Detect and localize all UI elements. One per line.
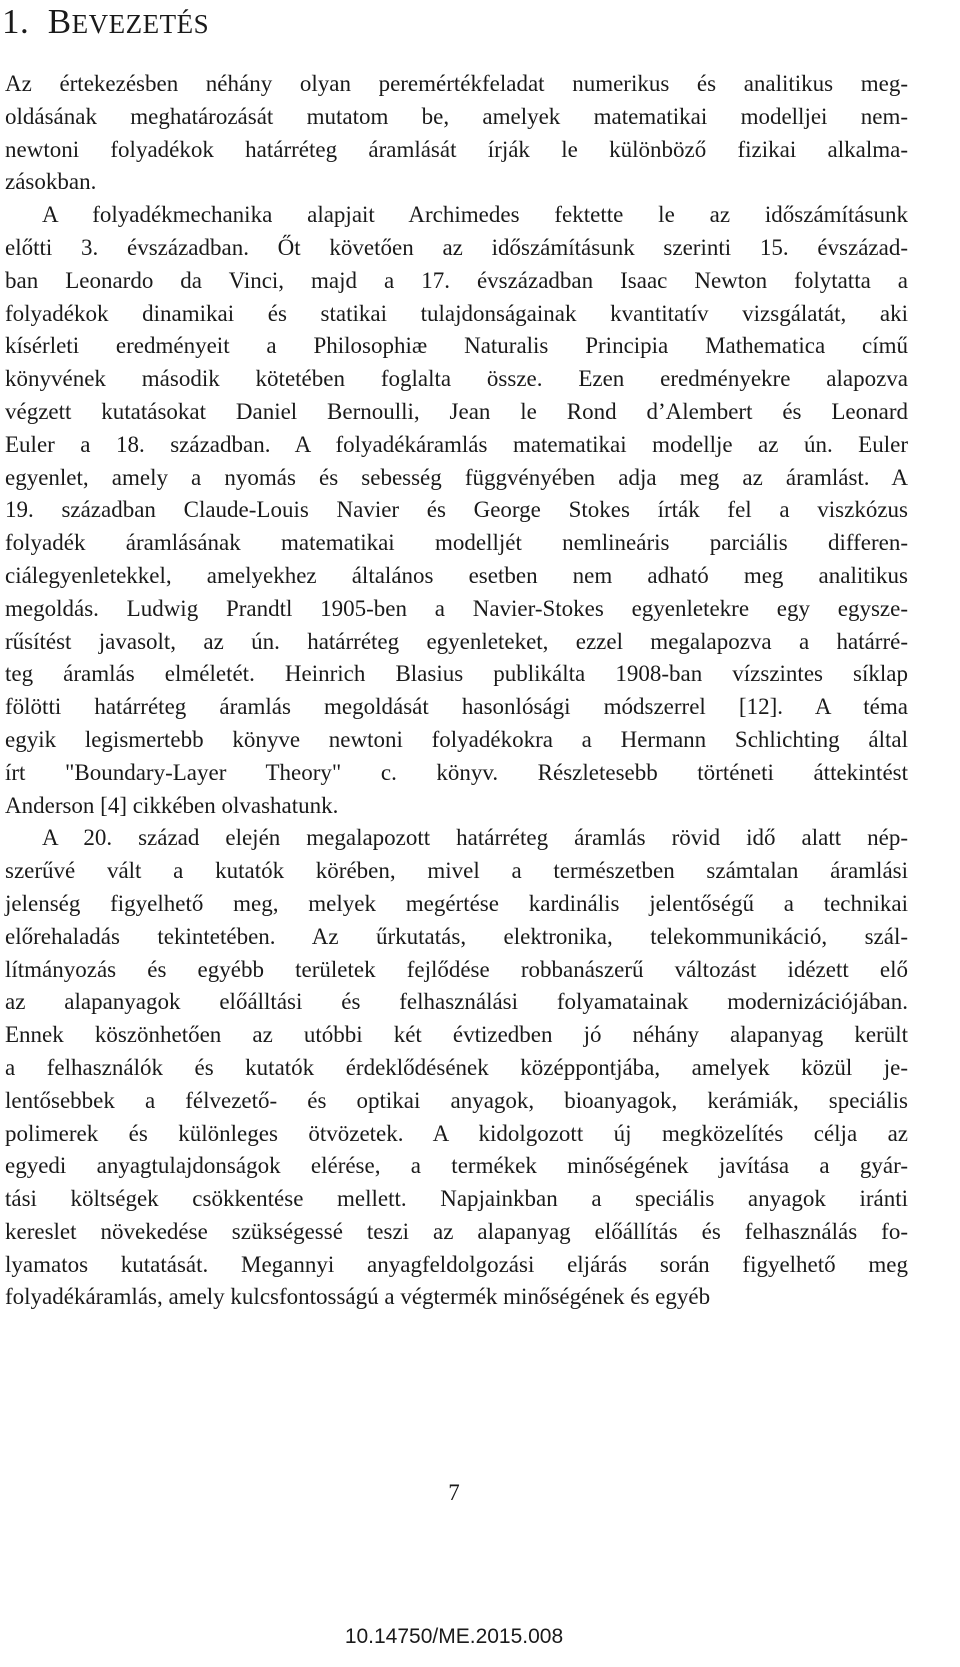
text-line: Az értekezésben néhány olyan peremértékfeladat numerikus és analitikus meg-: [5, 71, 908, 96]
text-line: zásokban.: [5, 169, 97, 195]
text-line: A folyadékmechanika alapjait Archimedes fektette le az időszámításunk: [42, 202, 908, 228]
text-line: 19. században Claude-Louis Navier és George Stokes írták fel a viszkózus: [5, 497, 908, 523]
text-line: fölötti határréteg áramlás megoldását hasonlósági módszerrel [12]. A téma: [5, 694, 908, 720]
text-line: az alapanyagok előálltási és felhasználási folyamatainak modernizációjában.: [5, 989, 908, 1015]
text-line: rűsítést javasolt, az ún. határréteg egyenleteket, ezzel megalapozva a határré-: [5, 628, 908, 654]
text-line: folyadék áramlásának matematikai modelljét nemlineáris parciális differen-: [5, 530, 908, 556]
doi-footer: 10.14750/ME.2015.008: [344, 1625, 564, 1648]
text-line: ban Leonardo da Vinci, majd a 17. évszázadban Isaac Newton folytatta a: [5, 267, 908, 293]
text-line: egyedi anyagtulajdonságok elérése, a termékek minőségének javítása a gyár-: [5, 1153, 908, 1179]
text-line: newtoni folyadékok határréteg áramlását írják le különböző fizikai alkalma-: [5, 136, 908, 162]
text-line: előtti 3. évszázadban. Őt követően az időszámításunk szerinti 15. évszázad-: [5, 234, 908, 260]
text-line: a felhasználók és kutatók érdeklődésének középpontjába, amelyek közül je-: [5, 1054, 908, 1080]
section-title-initial: B: [47, 2, 72, 41]
section-heading: [2, 0, 209, 46]
text-line: megoldás. Ludwig Prandtl 1905-ben a Navier-Stokes egyenletekre egy egysze-: [5, 595, 908, 621]
text-line: Anderson [4] cikkében olvashatunk.: [5, 792, 339, 818]
section-title-rest: EVEZETÉS: [71, 9, 210, 39]
text-line: Ennek köszönhetően az utóbbi két évtizedben jó néhány alapanyag került: [5, 1022, 908, 1048]
body-text: [5, 68, 908, 1314]
text-line: kereslet növekedése szükségessé teszi az alapanyag előállítás és felhasználás fo-: [5, 1218, 908, 1244]
text-line: lítmányozás és egyébb területek fejlődése robbanászerű változást idézett elő: [5, 956, 908, 982]
page-number: 7: [448, 1480, 460, 1505]
paragraph: [5, 68, 908, 822]
text-line: egyenlet, amely a nyomás és sebesség függvényében adja meg az áramlást. A: [5, 464, 908, 490]
text-line: folyadékok dinamikai és statikai tulajdonságainak kvantitatív vizsgálatát, aki: [5, 300, 908, 326]
text-line: Euler a 18. században. A folyadékáramlás matematikai modellje az ún. Euler: [5, 431, 908, 457]
text-line: végzett kutatásokat Daniel Bernoulli, Jean le Rond d’Alembert és Leonard: [5, 398, 908, 424]
text-line: jelenség figyelhető meg, melyek megértése kardinális jelentőségű a technikai: [5, 890, 908, 916]
text-line: lentősebbek a félvezető- és optikai anyagok, bioanyagok, kerámiák, speciális: [5, 1087, 908, 1113]
text-line: könyvének második kötetében foglalta össze. Ezen eredményekre alapozva: [5, 366, 908, 392]
paragraph: [5, 822, 908, 1314]
text-line: folyadékáramlás, amely kulcsfontosságú a végtermék minőségének és egyéb: [5, 1284, 711, 1310]
text-line: tási költségek csökkentése mellett. Napjainkban a speciális anyagok iránti: [5, 1186, 908, 1212]
section-number: 1.: [2, 2, 30, 41]
text-line: oldásának meghatározását mutatom be, amelyek matematikai modelljei nem-: [5, 103, 908, 129]
text-line: polimerek és különleges ötvözetek. A kidolgozott új megközelítés célja az: [5, 1120, 908, 1146]
text-line: ciálegyenletekkel, amelyekhez általános esetben nem adható meg analitikus: [5, 562, 908, 588]
text-line: kísérleti eredményeit a Philosophiæ Naturalis Principia Mathematica című: [5, 333, 908, 359]
text-line: egyik legismertebb könyve newtoni folyadékokra a Hermann Schlichting által: [5, 726, 908, 752]
text-line: szerűvé vált a kutatók körében, mivel a természetben számtalan áramlási: [5, 858, 908, 884]
text-line: teg áramlás elméletét. Heinrich Blasius publikálta 1908-ban vízszintes síklap: [5, 661, 908, 687]
text-line: előrehaladás tekintetében. Az űrkutatás, elektronika, telekommunikáció, szál-: [5, 923, 908, 949]
text-line: írt "Boundary-Layer Theory" c. könyv. Részletesebb történeti áttekintést: [5, 759, 908, 785]
text-line: A 20. század elején megalapozott határréteg áramlás rövid idő alatt nép-: [42, 825, 908, 851]
text-line: lyamatos kutatását. Megannyi anyagfeldolgozási eljárás során figyelhető meg: [5, 1251, 908, 1277]
